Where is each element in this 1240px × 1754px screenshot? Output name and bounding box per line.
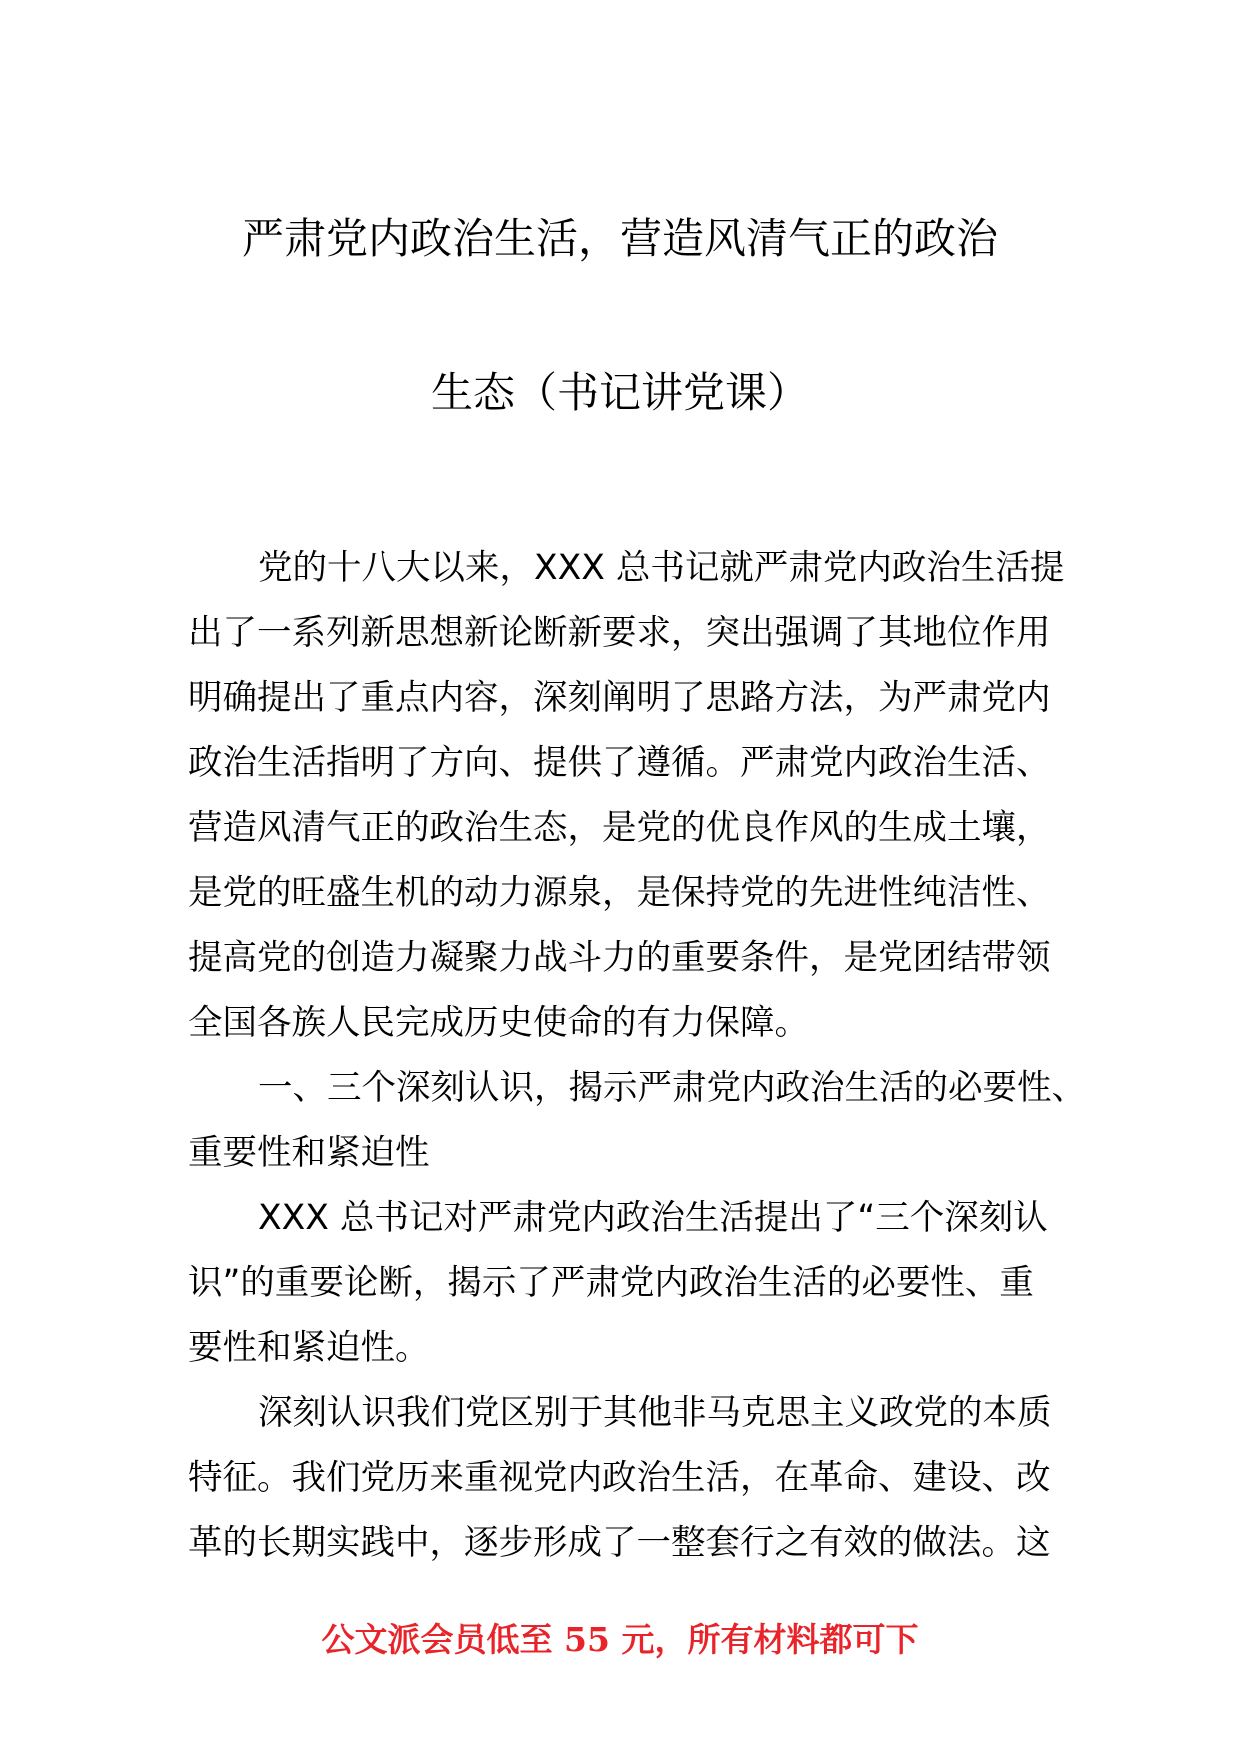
- body-line: 特征。我们党历来重视党内政治生活，在革命、建设、改: [188, 1458, 1051, 1498]
- body-line: 营造风清气正的政治生态，是党的优良作风的生成土壤，: [188, 808, 1051, 848]
- document-title-line-1: 严肃党内政治生活，营造风清气正的政治: [241, 214, 998, 263]
- body-line: 明确提出了重点内容，深刻阐明了思路方法，为严肃党内: [188, 678, 1051, 718]
- body-line: 深刻认识我们党区别于其他非马克思主义政党的本质: [258, 1393, 1052, 1433]
- section-heading-line: 重要性和紧迫性: [188, 1133, 430, 1173]
- body-line: 党的十八大以来，XXX 总书记就严肃党内政治生活提: [258, 548, 1065, 588]
- promo-footer-note: 公文派会员低至 55 元，所有材料都可下: [321, 1620, 919, 1659]
- body-line: 提高党的创造力凝聚力战斗力的重要条件，是党团结带领: [188, 938, 1051, 978]
- document-title-line-2: 生态（书记讲党课）: [430, 368, 809, 417]
- section-heading-line: 一、三个深刻认识，揭示严肃党内政治生活的必要性、: [258, 1068, 1086, 1108]
- body-line: 是党的旺盛生机的动力源泉，是保持党的先进性纯洁性、: [188, 873, 1051, 913]
- body-line: 识”的重要论断，揭示了严肃党内政治生活的必要性、重: [188, 1263, 1034, 1303]
- body-line: 要性和紧迫性。: [188, 1328, 430, 1368]
- body-line: 出了一系列新思想新论断新要求，突出强调了其地位作用: [188, 613, 1051, 653]
- body-line: 全国各族人民完成历史使命的有力保障。: [188, 1003, 809, 1043]
- body-line: 革的长期实践中，逐步形成了一整套行之有效的做法。这: [188, 1523, 1051, 1563]
- body-line: XXX 总书记对严肃党内政治生活提出了“三个深刻认: [258, 1198, 1048, 1238]
- body-line: 政治生活指明了方向、提供了遵循。严肃党内政治生活、: [188, 743, 1051, 783]
